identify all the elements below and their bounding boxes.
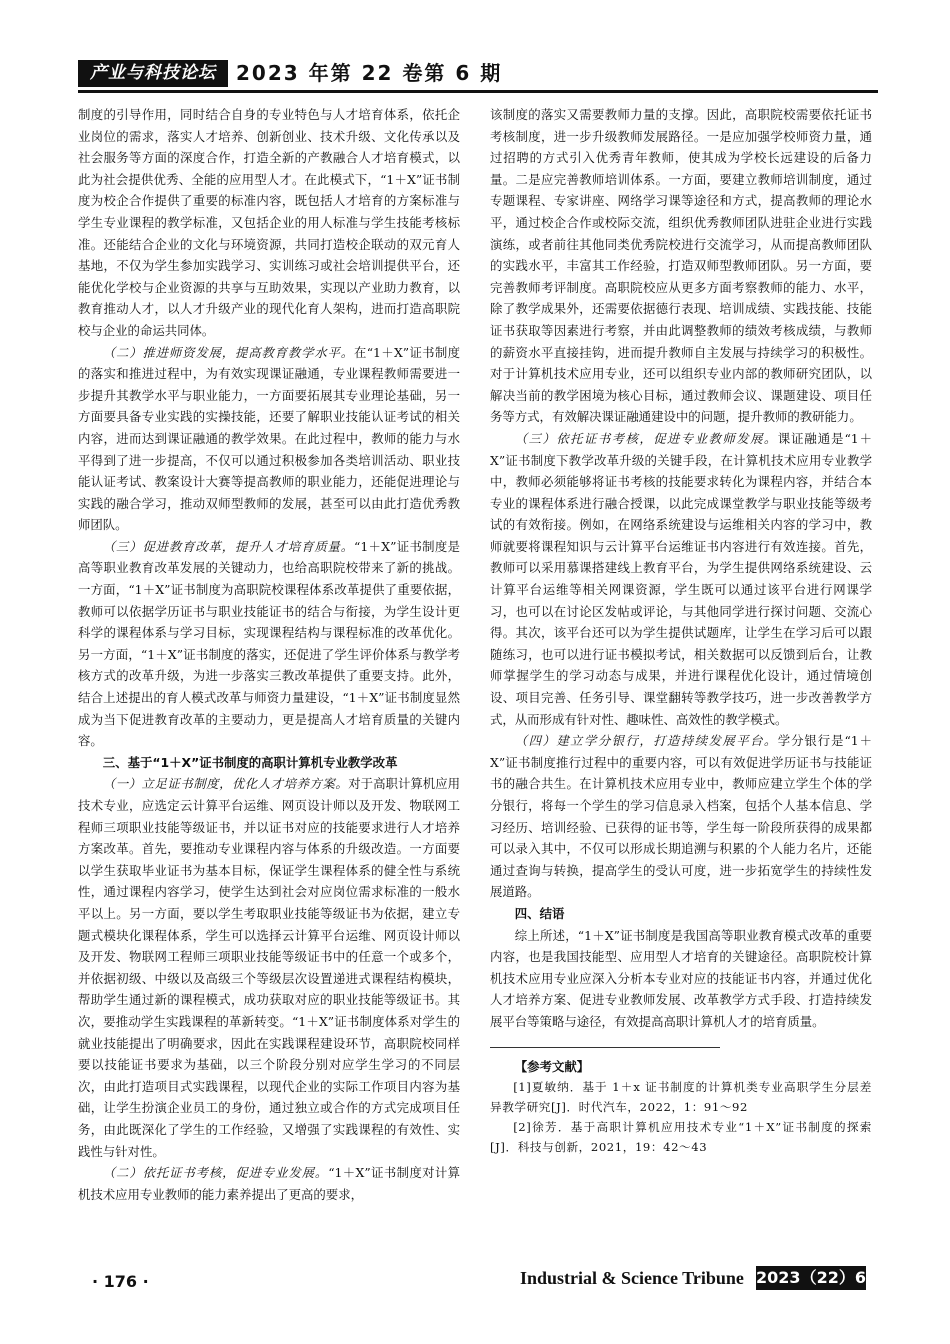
page-header	[78, 60, 878, 93]
paragraph-body: “1＋X”证书制度是高等职业教育改革发展的关键动力，也给高职院校带来了新的挑战。一方面，“1＋X”证书制度为高职院校课程体系改革提供了重要依据，教师可以依据学历证书与职业技能证书的结合与衔接，为学生设计更科学的课程体系与学习目标，实现课程结构与课程标准的改革优化。另一方面，“1＋X”证书制度的落实，还促进了学生评价体系与教学考核方式的改革升级，为进一步落实三教改革提供了重要支持。此外，结合上述提出的育人模式改革与师资力量建设，“1＋X”证书制度显然成为当下促进教育改革的主要动力，更是提高人才培育质量的关键内容。	[78, 538, 461, 749]
paragraph: 该制度的落实又需要教师力量的支撑。因此，高职院校需要依托证书考核制度，进一步升级教师发展路径。一是应加强学校师资力量，通过招聘的方式引入优秀青年教师，使其成为学校长远建设的后备力量。二是应完善教师培训体系。一方面，要建立教师培训制度，通过专题课程、专家讲座、网络学习课等途径和方式，提高教师的理论水平，通过校企合作或校际交流，组织优秀教师团队进驻企业进行实践演练，或者前往其他同类优秀院校进行交流学习，从而提高教师团队的实践水平，丰富其工作经验，打造双师型教师团队。另一方面，要完善教师考评制度。高职院校应从更多方面考察教师的能力、水平，除了教学成果外，还需要依据德行表现、培训成绩、实践技能、技能证书获取等因素进行考察，并由此调整教师的绩效考核成绩，与教师的薪资水平直接挂钩，进而提升教师自主发展与持续学习的积极性。对于计算机技术应用专业，还可以组织专业内部的教师研究团队，以解决当前的教学困境为核心目标，通过教师会议、课题建设、项目任务等方式，有效解决课证融通建设中的问题，提升教师的教研能力。	[490, 107, 872, 425]
section-heading: 四、结语	[514, 905, 565, 921]
section-heading: 三、基于“1＋X”证书制度的高职计算机专业教学改革	[102, 754, 398, 770]
paragraph	[78, 773, 460, 1162]
paragraph	[78, 536, 460, 752]
paragraph-body: 对于高职计算机应用技术专业，应选定云计算平台运维、网页设计师以及开发、物联网工程师三项职业技能等级证书，并以证书对应的技能要求进行人才培养方案改革。首先，要推动专业课程内容与体系的升级改造。一方面要以学生获取毕业证书为基本目标，保证学生课程体系的健全性与系统性，通过课程内容学习，使学生达到社会对应岗位需求标准的一般水平以上。另一方面，要以学生考取职业技能等级证书为依据，建立专题式模块化课程体系，学生可以选择云计算平台运维、网页设计师以及开发、物联网工程师三项职业技能等级证书中的任意一个或多个，并依据初级、中级以及高级三个等级层次设置递进式课程结构模块，帮助学生通过新的课程模式，成功获取对应的职业技能等级证书。其次，要推动学生实践课程的革新转变。“1＋X”证书制度体系对学生的就业技能提出了明确要求，因此在实践课程建设环节，高职院校同样要以技能证书要求为基础，以三个阶段分别对应学生学习的不同层次，由此打造项目式实践课程，以现代企业的实际工作项目内容为基础，让学生扮演企业员工的身份，通过独立或合作的方式完成项目任务，由此既深化了学生的工作经验，又增强了实践课程的有效性、实践性与针对性。	[78, 776, 461, 1159]
paragraph	[490, 730, 872, 903]
right-column	[490, 104, 872, 1157]
subsection-heading: （三）依托证书考核，促进专业教师发展。	[514, 430, 778, 446]
references-title: 【参考文献】	[514, 1058, 590, 1074]
journal-logo: 产业与科技论坛	[78, 60, 228, 87]
paragraph: 制度的引导作用，同时结合自身的专业特色与人才培育体系，依托企业岗位的需求，落实人才培养、创新创业、技术升级、文化传承以及社会服务等方面的深度合作，打造全新的产教融合人才培育模式，以此为社会提供优秀、全能的应用型人才。在此模式下，“1＋X”证书制度为校企合作提供了重要的标准内容，既包括人才培育的方案标准与学生专业课程的教学标准，又包括企业的用人标准与学生技能考核标准。还能结合企业的文化与环境资源，共同打造校企联动的双元育人基地，不仅为学生参加实践学习、实训练习或社会培训提供平台，还能优化学校与企业资源的共享与互助效果，实现以产业助力教育，以教育推动人才，以人才升级产业的现代化育人架构，进而打造高职院校与企业的命运共同体。	[78, 107, 460, 338]
references-divider	[490, 1047, 720, 1048]
paragraph: 综上所述，“1＋X”证书制度是我国高等职业教育模式改革的重要内容，也是我国技能型、应用型人才培育的关键途径。高职院校计算机技术应用专业应深入分析本专业对应的技能证书内容，并通过优化人才培养方案、促进专业教师发展、改革教学方式手段、打造持续发展平台等策略与途径，有效提高高职计算机人才的培育质量。	[490, 927, 872, 1029]
subsection-heading: （一）立足证书制度，优化人才培养方案。	[102, 776, 349, 792]
left-column	[78, 104, 460, 1205]
issue-badge: 2023（22）6	[756, 1266, 866, 1290]
paragraph	[78, 342, 460, 536]
reference-item: [2]徐芳．基于高职计算机应用技术专业“1＋X”证书制度的探索[J]．科技与创新，2021，19：42～43	[490, 1120, 872, 1155]
reference-item: [1]夏敏纳．基于 1＋x 证书制度的计算机类专业高职学生分层差异教学研究[J]．时代汽车，2022，1：91～92	[490, 1080, 872, 1115]
journal-english-name: Industrial & Science Tribune	[520, 1268, 744, 1288]
issue-label: 2023 年第 22 卷第 6 期	[236, 61, 503, 85]
paragraph	[490, 428, 872, 730]
subsection-heading: （三）促进教育改革，提升人才培育质量。	[102, 538, 354, 554]
subsection-heading: （二）依托证书考核，促进专业发展。	[102, 1165, 329, 1181]
paragraph-body: 在“1＋X”证书制度的落实和推进过程中，为有效实现课证融通，专业课程教师需要进一步提升其教学水平与职业能力，一方面要拓展其专业理论基础，另一方面要具备专业实践的实操技能，还要了解职业技能认证考试的相关内容，进而达到课证融通的教学效果。在此过程中，教师的能力与水平得到了进一步提高，不仅可以通过积极参加各类培训活动、职业技能认证考试、教案设计大赛等提高教师的职业能力，还能促进理论与实践的融合学习，推动双师型教师的发展，甚至可以由此打造优秀教师团队。	[78, 344, 461, 533]
paragraph-body: 学分银行是“1＋X”证书制度推行过程中的重要内容，可以有效促进学历证书与技能证书的融合共生。在计算机技术应用专业中，教师应建立学生个体的学分银行，将每一个学生的学习信息录入档案，包括个人基本信息、学习经历、培训经验、已获得的证书等，学生每一阶段所获得的成果都可以录入其中，不仅可以形成长期追溯与积累的个人能力名片，还能通过查询与转换，提高学生的受认可度，进一步拓宽学生的持续性发展道路。	[490, 733, 873, 900]
paragraph-body: “1＋X”证书制度对计算机技术应用专业教师的能力素养提出了更高的要求，	[78, 1165, 461, 1202]
subsection-heading: （四）建立学分银行，打造持续发展平台。	[514, 733, 778, 749]
paragraph-body: 课证融通是“1＋X”证书制度下教学改革升级的关键手段，在计算机技术应用专业教学中，教师必须能够将证书考核的技能要求转化为课程内容，并结合本专业的课程体系进行融合授课，以此完成课堂教学与职业技能等级考试的有效衔接。例如，在网络系统建设与运维相关内容的学习中，教师就要将课程知识与云计算平台运维证书内容进行有效连接。首先，教师可以采用慕课搭建线上教育平台，为学生提供网络系统建设、云计算平台运维等相关网课资源，学生既可以通过该平台进行网课学习，也可以在讨论区发帖或评论，与其他同学进行探讨问题、交流心得。其次，该平台还可以为学生提供试题库，让学生在学习后可以跟随练习，也可以进行证书模拟考试，相关数据可以反馈到后台，让教师掌握学生的学习动态与成果，并进行课程优化设计，通过情境创设、项目完善、任务引导、课堂翻转等教学技巧，进一步改善教学方式，从而形成有针对性、趣味性、高效性的教学模式。	[490, 430, 873, 727]
subsection-heading: （二）推进师资发展，提高教育教学水平。	[102, 344, 354, 360]
page-number: · 176 ·	[92, 1272, 149, 1291]
paragraph	[78, 1162, 460, 1205]
